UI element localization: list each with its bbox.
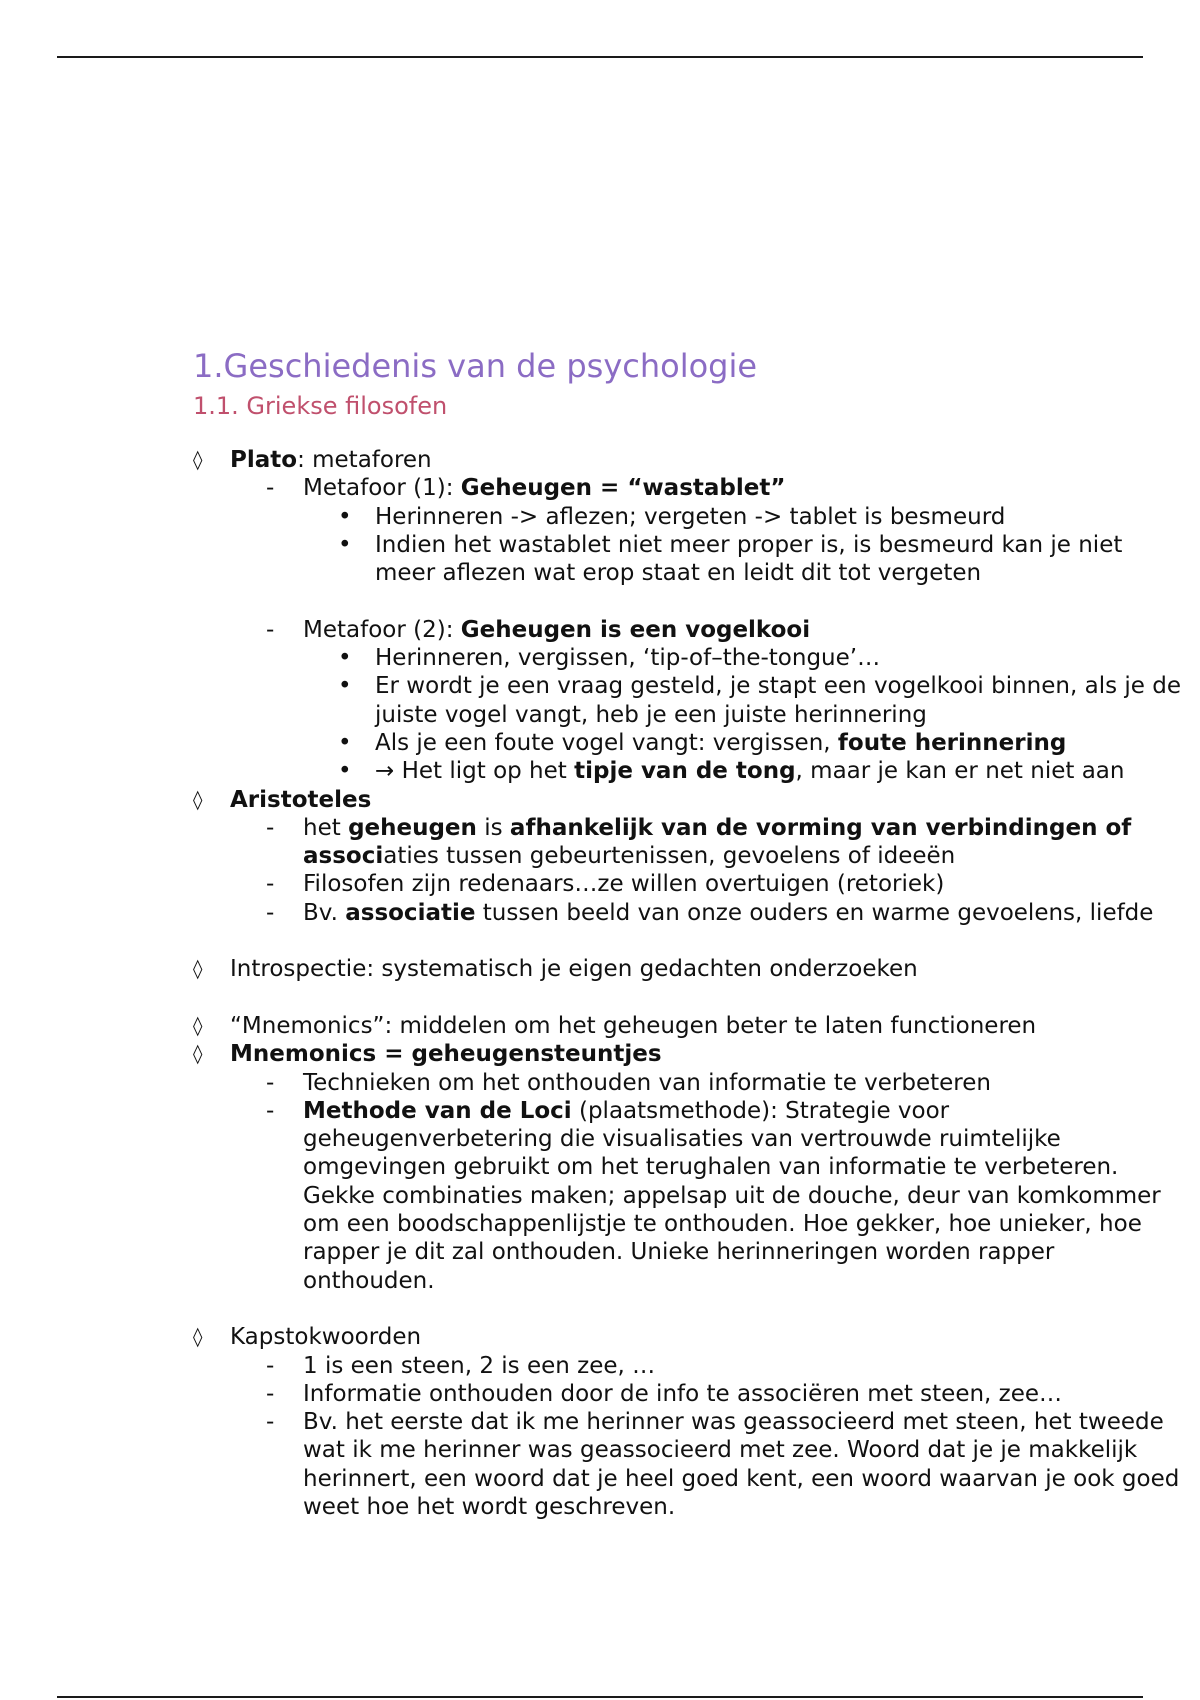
list-item-aristoteles xyxy=(193,786,1183,814)
diamond-bullet-icon: ◊ xyxy=(193,449,203,471)
kapstok-title: Kapstokwoorden xyxy=(230,1324,422,1351)
chapter-title xyxy=(193,344,1183,388)
section-title: 1.1. Griekse filosofen xyxy=(193,392,448,420)
list-item-metafoor-2 xyxy=(193,616,1183,644)
introspectie-text: Introspectie: systematisch je eigen gedachten onderzoeken xyxy=(230,956,918,983)
list-item-plato xyxy=(193,446,1183,474)
mnemonics-quote-text: “Mnemonics”: middelen om het geheugen beter te laten functioneren xyxy=(230,1012,1037,1039)
dot-bullet-icon: • xyxy=(338,531,352,558)
kapstok-1-text: 1 is een steen, 2 is een zee, … xyxy=(303,1352,656,1379)
dash-bullet-icon: - xyxy=(266,1380,275,1407)
dot-bullet-icon: • xyxy=(338,673,352,700)
metafoor-1-pre: Metafoor (1): xyxy=(303,475,461,502)
aristoteles-3-bold: associatie xyxy=(345,899,476,926)
metafoor-2-bold: Geheugen is een vogelkooi xyxy=(460,616,811,643)
list-item-mnemonics-quote xyxy=(193,1012,1183,1040)
mnemonics-2-text: (plaatsmethode): Strategie voor geheugenverbetering die visualisaties van vertrouwde ruimtelijke omgevingen gebruikt om het terughalen van informatie te verbeteren. Gekke combinaties maken; appelsap uit de douche, deur van komkommer om een boodschappenlijstje te onthouden. Hoe gekker, hoe unieker, hoe rapper je dit zal onthouden. Unieke herinneringen worden rapper onthouden. xyxy=(303,1097,1161,1294)
dash-bullet-icon: - xyxy=(266,814,275,841)
mnemonics-1-text: Technieken om het onthouden van informatie te verbeteren xyxy=(303,1069,991,1096)
footer-rule xyxy=(57,1696,1143,1698)
aristoteles-3-pre: Bv. xyxy=(303,899,346,926)
list-item-aristoteles-1 xyxy=(193,814,1183,871)
plato-rest: : metaforen xyxy=(297,447,432,473)
mnemonics-title: Mnemonics = geheugensteuntjes xyxy=(230,1041,662,1068)
header-rule xyxy=(57,56,1143,58)
list-item-kapstok xyxy=(193,1323,1183,1351)
list-item-aristoteles-3 xyxy=(193,899,1183,927)
plato-name: Plato xyxy=(230,447,298,473)
list-item-mnemonics-1 xyxy=(193,1069,1183,1097)
vogelkooi-4-bold: tipje van de tong xyxy=(574,758,796,785)
aristoteles-1-t2: is xyxy=(476,814,510,841)
kapstok-3-text: Bv. het eerste dat ik me herinner was geassocieerd met steen, het tweede wat ik me herinner was geassocieerd met zee. Woord dat je je makkelijk herinnert, een woord dat je heel goed kent, een woord waarvan je ook goed weet hoe het wordt geschreven. xyxy=(303,1409,1180,1520)
dash-bullet-icon: - xyxy=(266,616,275,643)
dash-bullet-icon: - xyxy=(266,871,275,898)
aristoteles-name: Aristoteles xyxy=(230,786,372,813)
list-item-vogelkooi-3 xyxy=(193,729,1183,757)
wastablet-1-text: Herinneren -> aflezen; vergeten -> tablet is besmeurd xyxy=(375,503,1006,530)
aristoteles-3-post: tussen beeld van onze ouders en warme gevoelens, liefde xyxy=(475,899,1154,926)
diamond-bullet-icon: ◊ xyxy=(193,958,203,981)
dot-bullet-icon: • xyxy=(338,645,352,672)
aristoteles-1-t3: aties tussen gebeurtenissen, gevoelens of ideeën xyxy=(383,843,956,870)
chapter-number: 1. xyxy=(193,347,224,385)
dot-bullet-icon: • xyxy=(338,503,352,530)
dash-bullet-icon: - xyxy=(266,1409,275,1436)
list-item-wastablet-1 xyxy=(193,503,1183,531)
diamond-bullet-icon: ◊ xyxy=(193,1014,203,1037)
list-item-introspectie xyxy=(193,955,1183,983)
dot-bullet-icon: • xyxy=(338,758,352,785)
list-item-kapstok-1 xyxy=(193,1352,1183,1380)
vogelkooi-3-pre: Als je een foute vogel vangt: vergissen, xyxy=(375,729,838,756)
list-item-mnemonics xyxy=(193,1040,1183,1068)
kapstok-2-text: Informatie onthouden door de info te associëren met steen, zee… xyxy=(303,1380,1063,1407)
dash-bullet-icon: - xyxy=(266,1352,275,1379)
diamond-bullet-icon: ◊ xyxy=(193,788,203,811)
list-item-vogelkooi-1 xyxy=(193,644,1183,672)
vogelkooi-4-pre: → Het ligt op het xyxy=(375,758,575,785)
wastablet-2-text: Indien het wastablet niet meer proper is, is besmeurd kan je niet meer aflezen wat erop staat en leidt dit tot vergeten xyxy=(375,531,1123,587)
metafoor-2-pre: Metafoor (2): xyxy=(303,616,461,643)
list-item-aristoteles-2 xyxy=(193,870,1183,898)
mnemonics-2-bold: Methode van de Loci xyxy=(303,1097,572,1124)
vogelkooi-4-post: , maar je kan er net niet aan xyxy=(795,758,1125,785)
aristoteles-1-b2: afhankelijk van de vorming van verbindingen of associ xyxy=(303,814,1132,870)
list-item-kapstok-3 xyxy=(193,1408,1183,1521)
list-item-wastablet-2 xyxy=(193,531,1183,588)
list-item-kapstok-2 xyxy=(193,1380,1183,1408)
dash-bullet-icon: - xyxy=(266,1097,275,1124)
document-body xyxy=(193,344,1183,1521)
aristoteles-2-text: Filosofen zijn redenaars…ze willen overtuigen (retoriek) xyxy=(303,871,945,898)
chapter-title-text: Geschiedenis van de psychologie xyxy=(223,347,758,385)
diamond-bullet-icon: ◊ xyxy=(193,1326,203,1349)
vogelkooi-2-text: Er wordt je een vraag gesteld, je stapt een vogelkooi binnen, als je de juiste vogel vangt, heb je een juiste herinnering xyxy=(375,673,1181,728)
dash-bullet-icon: - xyxy=(266,475,275,502)
list-item-mnemonics-2 xyxy=(193,1097,1183,1295)
list-item-vogelkooi-2 xyxy=(193,672,1183,729)
aristoteles-1-t1: het xyxy=(303,814,349,841)
metafoor-1-bold: Geheugen = “wastablet” xyxy=(460,475,786,502)
diamond-bullet-icon: ◊ xyxy=(193,1043,203,1066)
list-item-metafoor-1 xyxy=(193,474,1183,502)
aristoteles-1-b1: geheugen xyxy=(348,814,477,841)
dash-bullet-icon: - xyxy=(266,899,275,926)
vogelkooi-1-text: Herinneren, vergissen, ‘tip-of–the-tongue’… xyxy=(375,645,881,672)
dash-bullet-icon: - xyxy=(266,1069,275,1096)
vogelkooi-3-bold: foute herinnering xyxy=(837,729,1067,756)
list-item-vogelkooi-4 xyxy=(193,757,1183,785)
dot-bullet-icon: • xyxy=(338,729,352,756)
